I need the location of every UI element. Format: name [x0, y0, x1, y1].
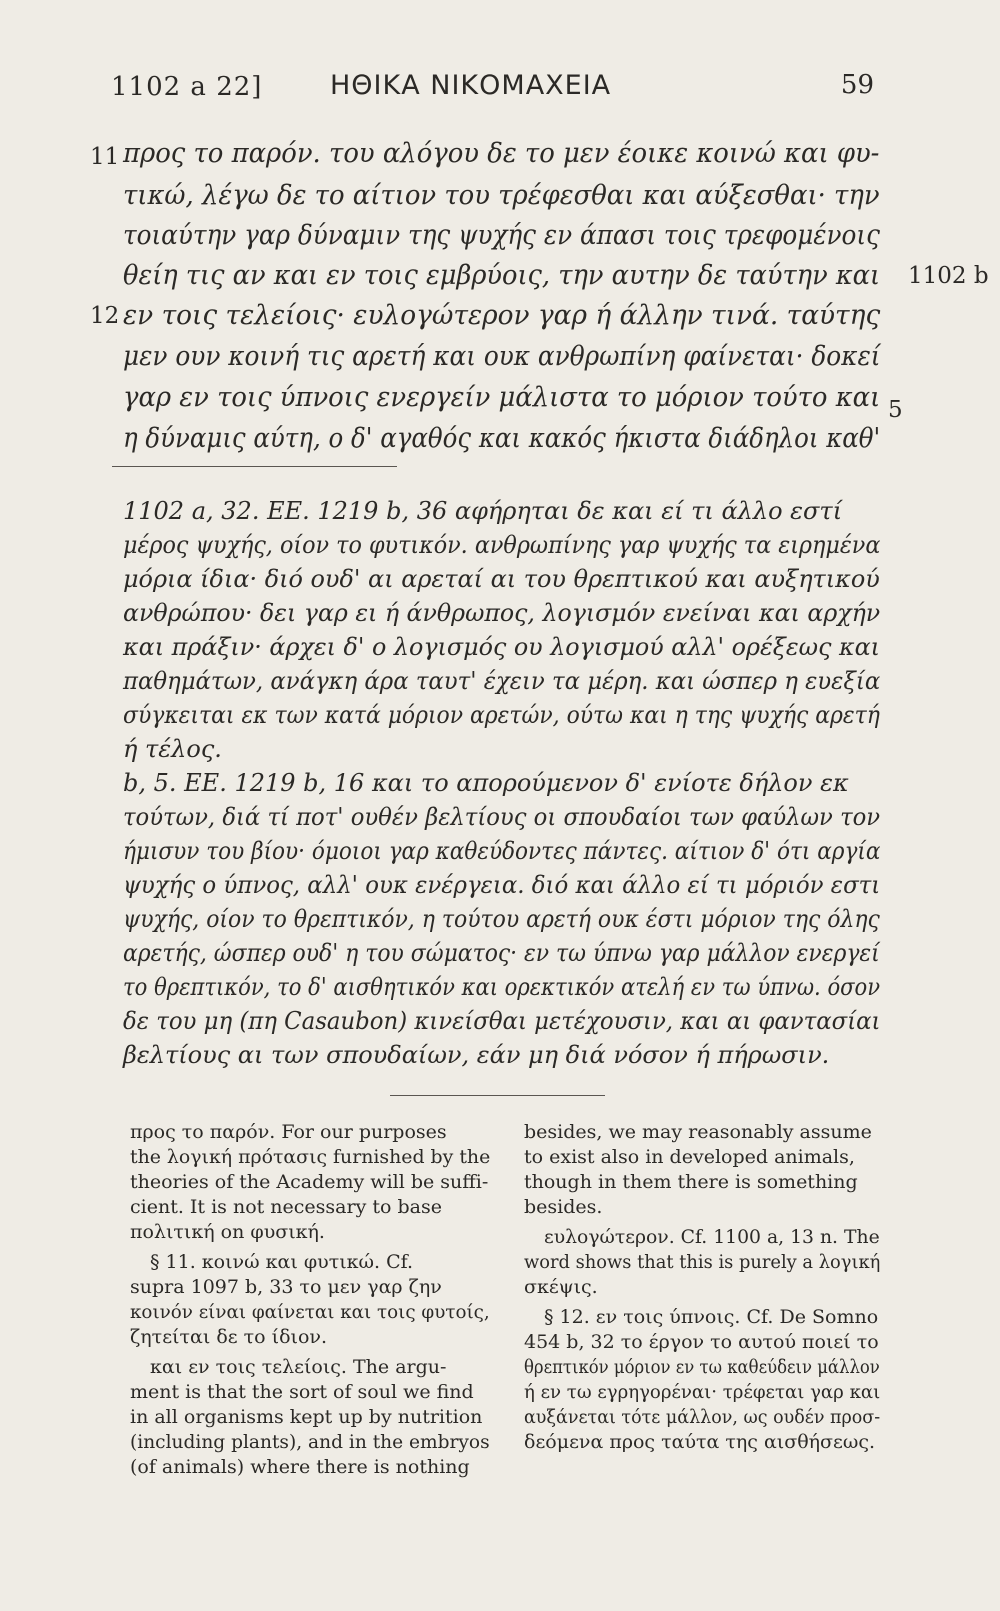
main-text-line: τικώ, λέγω δε το αίτιον του τρέφεσθαι και αύξεσθαι· την	[123, 180, 880, 211]
section-number: 11	[90, 144, 120, 170]
note-line: cient. It is not necessary to base	[130, 1196, 442, 1218]
apparatus-line: μέρος ψυχής, οίον το φυτικόν. ανθρωπίνης γαρ ψυχής τα ειρημένα	[123, 531, 881, 559]
note-line: σκέψις.	[524, 1276, 598, 1298]
note-line: θρεπτικόν μόριον εν τω καθεύδειν μάλλον	[524, 1356, 880, 1378]
apparatus-line: δε του μη (πη Casaubon) κινείσθαι μετέχουσιν, και αι φαντασίαι	[123, 1007, 881, 1035]
note-line: § 12. εν τοις ύπνοις. Cf. De Somno	[544, 1306, 879, 1328]
notes-divider	[390, 1095, 605, 1096]
main-text-line: θείη τις αν και εν τοις εμβρύοις, την αυτην δε ταύτην και	[123, 260, 881, 291]
section-divider	[112, 466, 397, 467]
bekker-page-marker: 1102 b	[908, 263, 989, 289]
note-line: προς το παρόν. For our purposes	[130, 1121, 447, 1143]
apparatus-line: ανθρώπου· δει γαρ ει ή άνθρωπος, λογισμόν ενείναι και αρχήν	[123, 599, 881, 627]
note-line: ζητείται δε το ίδιον.	[130, 1326, 327, 1348]
apparatus-line: ψυχής, οίον το θρεπτικόν, η τούτου αρετή ουκ έστι μόριον της όλης	[123, 905, 880, 933]
apparatus-line: βελτίους αι των σπουδαίων, εάν μη διά νόσον ή πήρωσιν.	[123, 1041, 830, 1069]
note-line: 454 b, 32 το έργον το αυτού ποιεί το	[524, 1331, 879, 1353]
note-line: δεόμενα προς ταύτα της αισθήσεως.	[524, 1431, 876, 1453]
apparatus-line: παθημάτων, ανάγκη άρα ταυτ' έχειν τα μέρη. και ώσπερ η ευεξία	[123, 667, 881, 695]
main-text-line: τοιαύτην γαρ δύναμιν της ψυχής εν άπασι τοις τρεφομένοις	[123, 220, 880, 251]
note-line: πολιτική on φυσική.	[130, 1221, 325, 1243]
note-line: και εν τοις τελείοις. The argu-	[150, 1356, 447, 1378]
note-line: κοινόν είναι φαίνεται και τοις φυτοίς,	[130, 1301, 490, 1323]
note-line: theories of the Academy will be suffi-	[130, 1171, 489, 1193]
note-line: the λογική πρότασις furnished by the	[130, 1146, 491, 1168]
section-number: 12	[90, 303, 120, 329]
note-line: (including plants), and in the embryos	[130, 1431, 490, 1453]
apparatus-line: αρετής, ώσπερ ουδ' η του σώματος· εν τω ύπνω γαρ μάλλον ενεργεί	[123, 939, 880, 967]
main-text-line: μεν ουν κοινή τις αρετή και ουκ ανθρωπίνη φαίνεται· δοκεί	[123, 341, 881, 372]
apparatus-line: ή τέλος.	[123, 735, 222, 763]
apparatus-line: μόρια ίδια· διό ουδ' αι αρεταί αι του θρεπτικού και αυξητικού	[123, 565, 880, 593]
note-line: ή εν τω εγρηγορέναι· τρέφεται γαρ και	[524, 1381, 881, 1403]
line-number-marker: 5	[888, 397, 903, 423]
apparatus-line: ήμισυν του βίου· όμοιοι γαρ καθεύδοντες πάντες. αίτιον δ' ότι αργία	[123, 837, 881, 865]
main-text-line: προς το παρόν. του αλόγου δε το μεν έοικε κοινώ και φυ-	[123, 138, 880, 169]
note-line: word shows that this is purely a λογική	[524, 1251, 881, 1273]
main-text-line: εν τοις τελείοις· ευλογώτερον γαρ ή άλλην τινά. ταύτης	[123, 300, 881, 331]
apparatus-line: τούτων, διά τί ποτ' ουθέν βελτίους οι σπουδαίοι των φαύλων τον	[123, 803, 881, 831]
apparatus-line: σύγκειται εκ των κατά μόριον αρετών, ούτω και η της ψυχής αρετή	[123, 701, 880, 729]
apparatus-line: και πράξιν· άρχει δ' ο λογισμός ου λογισμού αλλ' ορέξεως και	[123, 633, 881, 661]
running-head-title: ΗΘΙΚΑ ΝΙΚΟΜΑΧΕΙΑ	[330, 70, 612, 101]
note-line: § 11. κοινώ και φυτικώ. Cf.	[150, 1251, 414, 1273]
note-line: to exist also in developed animals,	[524, 1146, 855, 1168]
note-line: supra 1097 b, 33 το μεν γαρ ζην	[130, 1276, 442, 1298]
note-line: αυξάνεται τότε μάλλον, ως ουδέν προσ-	[524, 1406, 881, 1428]
note-line: besides, we may reasonably assume	[524, 1121, 872, 1143]
note-line: ευλογώτερον. Cf. 1100 a, 13 n. The	[544, 1226, 880, 1248]
main-text-line: η δύναμις αύτη, ο δ' αγαθός και κακός ήκιστα διάδηλοι καθ'	[123, 423, 881, 454]
apparatus-line: b, 5. EE. 1219 b, 16 και το απορούμενον δ' ενίοτε δήλον εκ	[123, 769, 849, 797]
apparatus-line: το θρεπτικόν, το δ' αισθητικόν και ορεκτικόν ατελή εν τω ύπνω. όσον	[123, 973, 881, 1001]
note-line: though in them there is something	[524, 1171, 858, 1193]
note-line: besides.	[524, 1196, 603, 1218]
apparatus-line: 1102 a, 32. EE. 1219 b, 36 αφήρηται δε και εί τι άλλο εστί	[123, 497, 843, 525]
note-line: ment is that the sort of soul we find	[130, 1381, 474, 1403]
note-line: in all organisms kept up by nutrition	[130, 1406, 483, 1428]
main-text-line: γαρ εν τοις ύπνοις ενεργείν μάλιστα το μόριον τούτο και	[123, 382, 881, 413]
page-number: 59	[840, 70, 874, 100]
note-line: (of animals) where there is nothing	[130, 1456, 470, 1478]
apparatus-line: ψυχής ο ύπνος, αλλ' ουκ ενέργεια. διό και άλλο εί τι μόριόν εστι	[123, 871, 881, 899]
running-head-reference: 1102 a 22]	[111, 72, 263, 102]
